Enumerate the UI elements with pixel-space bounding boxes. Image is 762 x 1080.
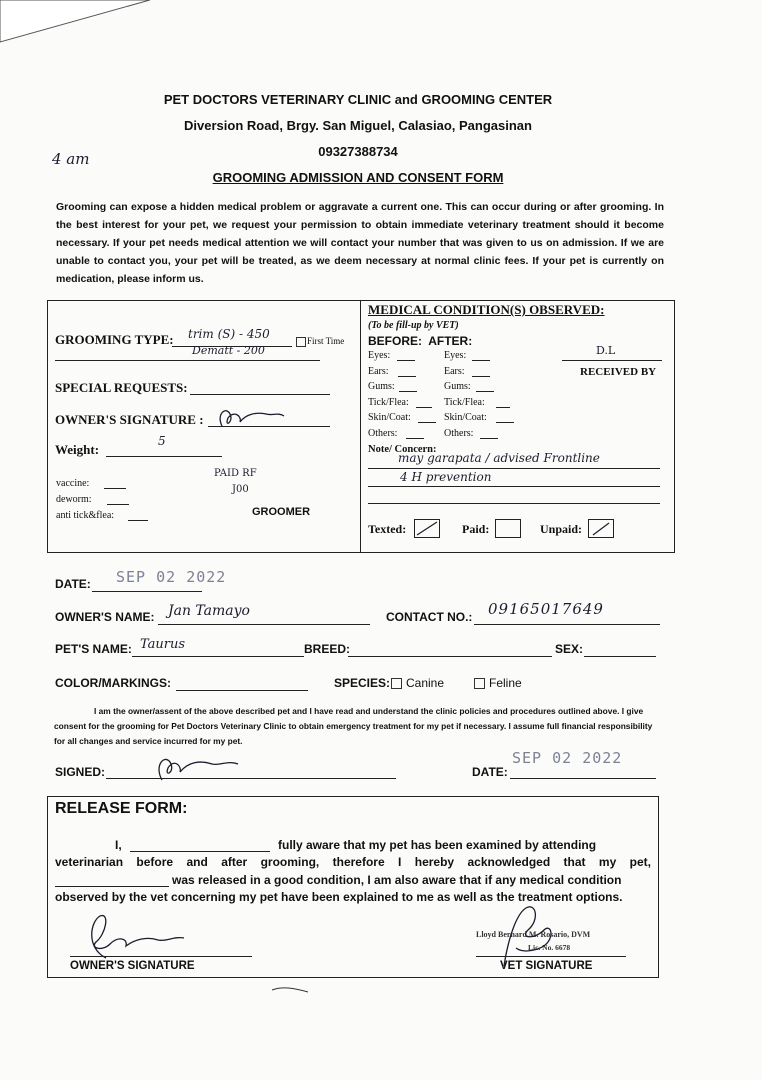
- medical-row: [368, 350, 528, 366]
- form-title: GROOMING ADMISSION AND CONSENT FORM: [212, 170, 504, 185]
- grooming-type-line-2: [55, 360, 320, 361]
- groomer-label: GROOMER: [252, 506, 311, 518]
- release-title: RELEASE FORM:: [55, 800, 188, 817]
- color-line: [176, 690, 308, 691]
- feline-label: Feline: [489, 676, 522, 690]
- grooming-type-value-2: Dematt - 200: [192, 344, 265, 357]
- before-tick-label: Tick/Flea:: [368, 396, 409, 408]
- note-line-2: 4 H prevention: [400, 470, 492, 484]
- owner-name-line: [158, 624, 370, 625]
- received-by-value: D.L: [596, 344, 616, 357]
- stray-mark: [270, 984, 314, 996]
- pet-name-value: Taurus: [140, 637, 186, 652]
- canine-checkbox[interactable]: [391, 678, 402, 689]
- signed-scribble: [150, 752, 250, 784]
- release-owner-scribble: [66, 908, 196, 962]
- after-ears-label: Ears:: [444, 365, 465, 377]
- date-line: [92, 591, 202, 592]
- after-eyes-label: Eyes:: [444, 350, 467, 361]
- deworm-line: [107, 504, 129, 505]
- release-pet-line: [55, 886, 169, 887]
- paid-note-1: PAID RF: [214, 468, 257, 479]
- vet-stamp-name: Lloyd Bernard M. Rosario, DVM: [476, 930, 591, 939]
- contact-value: 09165017649: [488, 600, 604, 618]
- before-eyes-label: Eyes:: [368, 350, 391, 361]
- note-underline-3: [368, 503, 660, 504]
- after-gums-label: Gums:: [444, 381, 471, 392]
- note-underline-1: [368, 468, 660, 469]
- release-text-1: I,: [115, 838, 122, 852]
- owner-name-value: Jan Tamayo: [168, 603, 250, 619]
- before-after-header: BEFORE: AFTER:: [368, 334, 473, 348]
- medical-title: MEDICAL CONDITION(S) OBSERVED:: [368, 302, 605, 317]
- paid-label: Paid:: [462, 522, 490, 536]
- consent-text: I am the owner/assent of the above described pet and I have read and understand the clinic policies and procedures outlined above. I give consent for the grooming for Pet Doctors Veterinary Clinic to obtain emergency treatment for my pet if necessary. I assume full financial responsibility for all changes and service incurred for my pet.: [54, 706, 653, 746]
- signed-date-stamp: SEP 02 2022: [512, 749, 623, 767]
- before-tick-line: [416, 407, 432, 408]
- received-by-line: [562, 360, 662, 361]
- special-requests-line: [190, 394, 330, 395]
- note-line-1: may garapata / advised Frontline: [398, 451, 600, 465]
- first-time-label: First Time: [307, 336, 345, 346]
- medical-row: [368, 366, 528, 382]
- release-name-line: [130, 851, 270, 852]
- date-label: DATE:: [55, 577, 91, 591]
- grooming-type-value-1: trim (S) - 450: [188, 327, 270, 341]
- paid-note-2: J00: [232, 484, 249, 495]
- special-requests-label: SPECIAL REQUESTS:: [55, 380, 188, 395]
- paid-checkbox[interactable]: [495, 519, 521, 538]
- before-ears-label: Ears:: [368, 365, 389, 377]
- after-tick-line: [496, 407, 510, 408]
- before-others-label: Others:: [368, 427, 398, 439]
- after-skin-line: [496, 422, 514, 423]
- clinic-address: Diversion Road, Brgy. San Miguel, Calasiao, Pangasinan: [184, 118, 532, 133]
- contact-label: CONTACT NO.:: [386, 610, 473, 624]
- clinic-name: PET DOCTORS VETERINARY CLINIC and GROOMING CENTER: [163, 92, 553, 107]
- weight-value: 5: [158, 434, 166, 448]
- contact-line: [474, 624, 660, 625]
- release-text-3: veterinarian before and after grooming, therefore I hereby acknowledged that my pet,: [55, 855, 651, 869]
- weight-line: [106, 456, 222, 457]
- vaccine-label: vaccine:: [56, 478, 90, 489]
- medical-row: [368, 412, 528, 428]
- panel-divider: [360, 300, 361, 552]
- medical-subtitle: (To be fill-up by VET): [368, 320, 459, 331]
- note-underline-2: [368, 486, 660, 487]
- release-text-4: was released in a good condition, I am also aware that if any medical condition: [172, 873, 622, 887]
- after-skin-label: Skin/Coat:: [444, 412, 487, 423]
- deworm-label: deworm:: [56, 494, 92, 505]
- sex-label: SEX:: [555, 642, 584, 656]
- time-note: 4 am: [52, 150, 90, 168]
- before-gums-label: Gums:: [368, 381, 395, 392]
- before-gums-line: [399, 391, 417, 392]
- sex-line: [584, 656, 656, 657]
- before-skin-label: Skin/Coat:: [368, 412, 411, 423]
- vet-sig-label: VET SIGNATURE: [500, 960, 593, 972]
- owner-signature-scribble: [212, 404, 292, 434]
- after-tick-label: Tick/Flea:: [444, 396, 485, 408]
- feline-checkbox[interactable]: [474, 678, 485, 689]
- breed-label: BREED:: [304, 642, 351, 656]
- medical-row: [368, 397, 528, 413]
- species-feline-option[interactable]: [474, 676, 522, 690]
- canine-label: Canine: [406, 676, 445, 690]
- owner-sig-line: [70, 956, 252, 957]
- first-time-checkbox[interactable]: [296, 337, 306, 347]
- species-canine-option[interactable]: [391, 676, 444, 690]
- after-others-line: [480, 438, 498, 439]
- breed-line: [348, 656, 552, 657]
- date-stamp: SEP 02 2022: [116, 568, 227, 586]
- after-others-label: Others:: [444, 427, 474, 439]
- before-eyes-line: [397, 360, 415, 361]
- medical-rows: [368, 350, 528, 443]
- before-skin-line: [418, 422, 436, 423]
- texted-label: Texted:: [368, 522, 407, 536]
- unpaid-label: Unpaid:: [540, 522, 583, 536]
- texted-checkbox[interactable]: [414, 519, 440, 538]
- note-label: Note/ Concern:: [368, 444, 437, 455]
- before-others-line: [406, 438, 424, 439]
- vet-sig-line: [476, 956, 626, 957]
- after-gums-line: [476, 391, 494, 392]
- signed-label: SIGNED:: [55, 765, 106, 779]
- release-text-2: fully aware that my pet has been examined by attending: [278, 838, 597, 852]
- weight-label: Weight:: [55, 442, 100, 457]
- intro-text: Grooming can expose a hidden medical problem or aggravate a current one. This can occur during or after grooming. In the best interest for your pet, we request your permission to obtain immediate veterinary treatment should it become necessary. If your pet needs medical attention we will contact your number that was given to us on admission. If we are unable to contact you, your pet will be treated, as we deem necessary at normal clinic fees. If your pet is currently on medication, please inform us.: [56, 201, 664, 285]
- owner-sig-label: OWNER'S SIGNATURE: [70, 960, 195, 972]
- after-eyes-line: [472, 360, 490, 361]
- release-text-5: observed by the vet concerning my pet have been explained to me as well as the treatment options.: [55, 890, 623, 904]
- medical-row: [368, 381, 528, 397]
- species-label: SPECIES:: [334, 676, 391, 690]
- pet-name-line: [132, 656, 304, 657]
- grooming-type-label: GROOMING TYPE:: [55, 332, 174, 347]
- vet-stamp-lic: Lic. No. 6678: [528, 943, 571, 952]
- vaccine-line: [104, 488, 126, 489]
- received-by-label: RECEIVED BY: [580, 366, 657, 378]
- owner-name-label: OWNER'S NAME:: [55, 610, 155, 624]
- signed-date-line: [510, 778, 656, 779]
- first-time-option: [296, 336, 344, 347]
- signed-date-label: DATE:: [472, 765, 508, 779]
- clinic-phone: 09327388734: [318, 144, 398, 159]
- anti-tick-label: anti tick&flea:: [56, 510, 115, 521]
- folded-corner: [0, 0, 150, 45]
- owner-signature-label: OWNER'S SIGNATURE :: [55, 412, 204, 427]
- after-ears-line: [472, 376, 490, 377]
- before-ears-line: [398, 376, 416, 377]
- anti-tick-line: [128, 520, 148, 521]
- pet-name-label: PET'S NAME:: [55, 642, 132, 656]
- unpaid-checkbox[interactable]: [588, 519, 614, 538]
- color-label: COLOR/MARKINGS:: [55, 676, 171, 690]
- medical-row: [368, 428, 528, 444]
